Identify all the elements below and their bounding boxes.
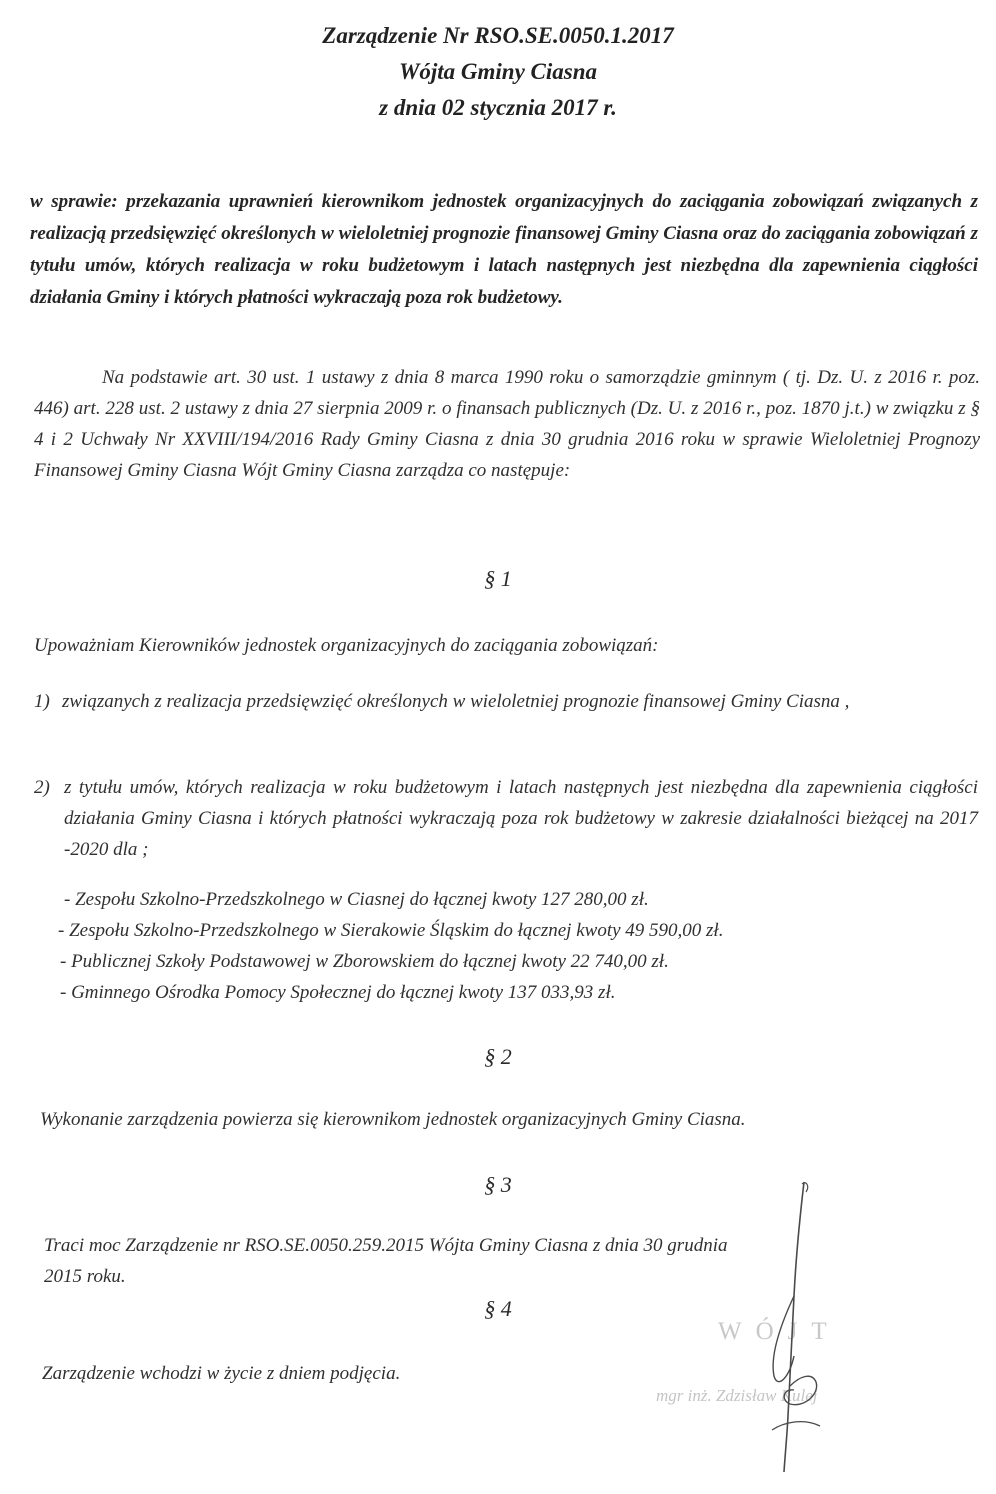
section-3-line: Traci moc Zarządzenie nr RSO.SE.0050.259.2015 Wójta Gminy Ciasna z dnia 30 grudnia [44,1235,728,1256]
stamp-name: mgr inż. Zdzisław Kulej [656,1386,818,1405]
list-item-number: 2) [34,777,50,798]
document-header [0,18,996,126]
subject-paragraph: w sprawie: przekazania uprawnień kierownikom jednostek organizacyjnych do zaciągania zobowiązań związanych z realizacją przedsięwzięć określonych w wieloletniej prognozie finansowej Gminy Ciasna oraz do zaciągania zobowiązań z tytułu umów, których realizacja w roku budżetowym i latach następnych jest niezbędna dla zapewnienia ciągłości działania Gminy i których płatności wykraczają poza rok budżetowy. [30,191,978,308]
unit-amount-row: - Zespołu Szkolno-Przedszkolnego w Sierakowie Śląskim do łącznej kwoty 49 590,00 zł. [58,920,724,941]
section-1-heading: § 1 [484,566,512,591]
section-3-line: 2015 roku. [44,1266,126,1287]
section-2-text: Wykonanie zarządzenia powierza się kierownikom jednostek organizacyjnych Gminy Ciasna. [40,1109,746,1130]
unit-amount-row: - Gminnego Ośrodka Pomocy Społecznej do łącznej kwoty 137 033,93 zł. [60,982,616,1003]
section-4-text: Zarządzenie wchodzi w życie z dniem podjęcia. [42,1363,401,1384]
section-1-lead: Upoważniam Kierowników jednostek organizacyjnych do zaciągania zobowiązań: [34,635,659,656]
legal-basis-paragraph: Na podstawie art. 30 ust. 1 ustawy z dnia 8 marca 1990 roku o samorządzie gminnym ( tj. Dz. U. z 2016 r. poz. 446) art. 228 ust. 2 ustawy z dnia 27 sierpnia 2009 r. o finansach publicznych (Dz. U. z 2016 r., poz. 1870 j.t.) w związku z § 4 i 2 Uchwały Nr XXVIII/194/2016 Rady Gminy Ciasna z dnia 30 grudnia 2016 roku w sprawie Wieloletniej Prognozy Finansowej Gminy Ciasna Wójt Gminy Ciasna zarządza co następuje: [34,367,980,481]
unit-amount-row: - Zespołu Szkolno-Przedszkolnego w Ciasnej do łącznej kwoty 127 280,00 zł. [64,889,649,910]
issuer: Wójta Gminy Ciasna [398,59,598,84]
list-item-text: z tytułu umów, których realizacja w roku budżetowym i latach następnych jest niezbędna dla zapewnienia ciągłości działania Gminy Ciasna i których płatności wykraczają poza rok budżetowy w zakresie działalności bieżącej na 2017 -2020 dla ; [64,777,978,860]
section-4-heading: § 4 [484,1296,512,1321]
unit-amounts-list [58,884,723,1008]
issue-date: z dnia 02 stycznia 2017 r. [379,95,617,120]
list-item-number: 1) [34,691,50,712]
list-item-2 [34,772,978,865]
unit-amount-row: - Publicznej Szkoły Podstawowej w Zborowskiem do łącznej kwoty 22 740,00 zł. [60,951,669,972]
stamp-title: WÓJT [718,1318,841,1345]
handwritten-signature-icon [760,1176,840,1476]
ordinance-number: Zarządzenie Nr RSO.SE.0050.1.2017 [322,23,674,48]
list-item-text: związanych z realizacja przedsięwzięć określonych w wieloletniej prognozie finansowej Gminy Ciasna , [62,691,850,712]
section-3-heading: § 3 [484,1172,512,1197]
list-item-1 [34,686,978,717]
section-2-heading: § 2 [484,1044,512,1069]
section-3-text [44,1230,988,1292]
